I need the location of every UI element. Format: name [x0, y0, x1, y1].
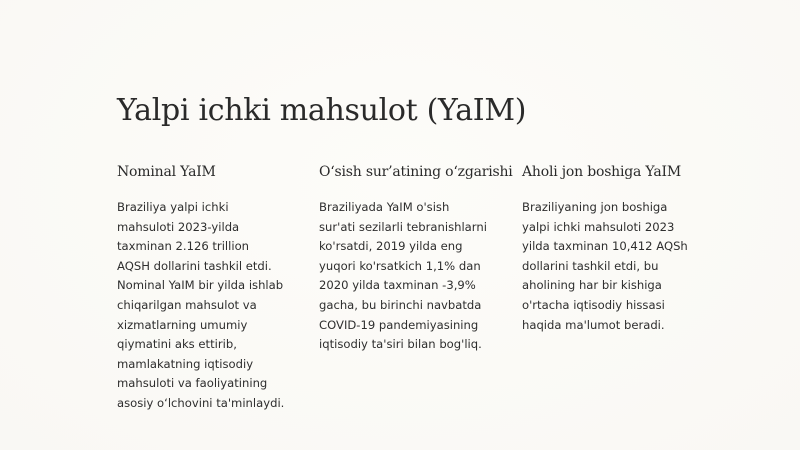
column-body: Braziliyaning jon boshiga yalpi ichki mahsuloti 2023 yilda taxminan 10,412 AQSh dollarini tashkil etdi, bu aholining har bir kishiga o'rtacha iqtisodiy hissasi haqida ma'lumot beradi.: [522, 200, 688, 332]
column-heading: O‘sish sur’atining o‘zgarishi: [319, 164, 513, 180]
column-body: Braziliyada YaIM o'sish sur'ati sezilarli tebranishlarni ko'rsatdi, 2019 yilda eng yuqori ko'rsatkich 1,1% dan 2020 yilda taxminan -3,9% gacha, bu birinchi navbatda COVID-19 pandemiyasining iqtisodiy ta'siri bilan bog'liq.: [319, 200, 487, 352]
column-body: Braziliya yalpi ichki mahsuloti 2023-yilda taxminan 2.126 trillion AQSH dollarini tashkil etdi. Nominal YaIM bir yilda ishlab chiqarilgan mahsulot va xizmatlarning umumiy qiymatini aks ettirib, mamlakatning iqtisodiy mahsuloti va faoliyatining asosiy o‘lchovini ta'minlaydi.: [117, 200, 285, 410]
column-nominal-gdp: [117, 164, 307, 410]
column-heading: Nominal YaIM: [117, 164, 216, 180]
column-gdp-per-capita: [522, 164, 712, 332]
column-heading: Aholi jon boshiga YaIM: [522, 164, 681, 180]
column-growth-rate: [319, 164, 513, 352]
slide-title: Yalpi ichki mahsulot (YaIM): [117, 93, 527, 128]
